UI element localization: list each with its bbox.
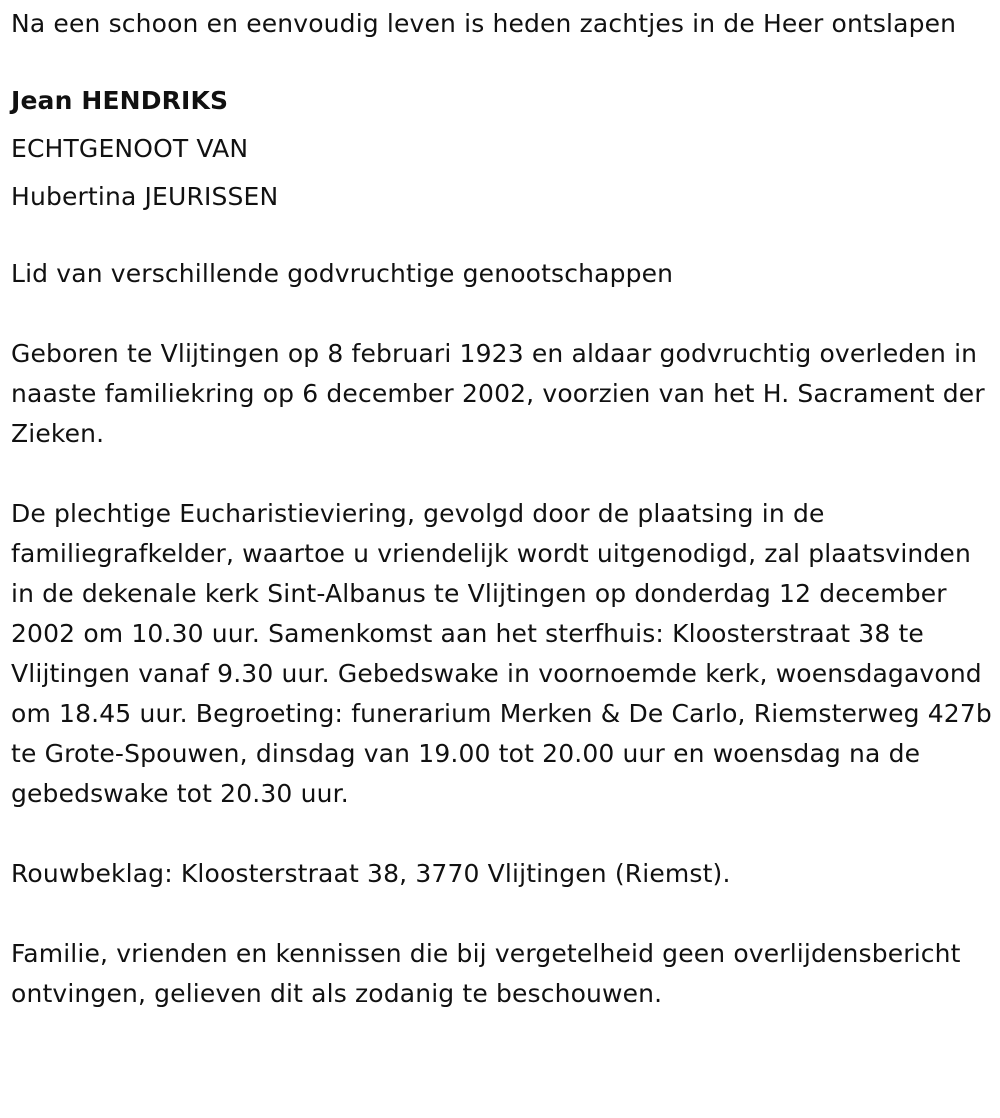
spacer xyxy=(11,454,993,494)
spouse-name: Hubertina JEURISSEN xyxy=(11,182,279,211)
deceased-name: Jean HENDRIKS xyxy=(11,86,229,115)
spacer xyxy=(11,221,993,254)
closing-text: Familie, vrienden en kennissen die bij vergetelheid geen overlijdensbericht ontvingen, gelieven dit als zodanig te beschouwen. xyxy=(11,939,961,1008)
birth-death-text: Geboren te Vlijtingen op 8 februari 1923 en aldaar godvruchtig overleden in naaste familiekring op 6 december 2002, voorzien van het H. Sacrament der Zieken. xyxy=(11,339,985,448)
ceremony-text: De plechtige Eucharistieviering, gevolgd door de plaatsing in de familiegrafkelder, waartoe u vriendelijk wordt uitgenodigd, zal plaatsvinden in de dekenale kerk Sint-Albanus te Vlijtingen op donderdag 12 december 2002 om 10.30 uur. Samenkomst aan het sterfhuis: Kloosterstraat 38 te Vlijtingen vanaf 9.30 uur. Gebedswake in voornoemde kerk, woensdagavond om 18.45 uur. Begroeting: funerarium Merken & De Carlo, Riemsterweg 427b te Grote-Spouwen, dinsdag van 19.00 tot 20.00 uur en woensdag na de gebedswake tot 20.30 uur. xyxy=(11,499,992,808)
spacer xyxy=(11,894,993,934)
condolences-text: Rouwbeklag: Kloosterstraat 38, 3770 Vlijtingen (Riemst). xyxy=(11,859,731,888)
spacer xyxy=(11,44,993,77)
intro-text: Na een schoon en eenvoudig leven is heden zachtjes in de Heer ontslapen xyxy=(11,9,957,38)
death-notice xyxy=(11,4,993,1014)
membership-text: Lid van verschillende godvruchtige genootschappen xyxy=(11,259,674,288)
spouse-label: ECHTGENOOT VAN xyxy=(11,134,249,163)
spacer xyxy=(11,814,993,854)
spacer xyxy=(11,294,993,334)
